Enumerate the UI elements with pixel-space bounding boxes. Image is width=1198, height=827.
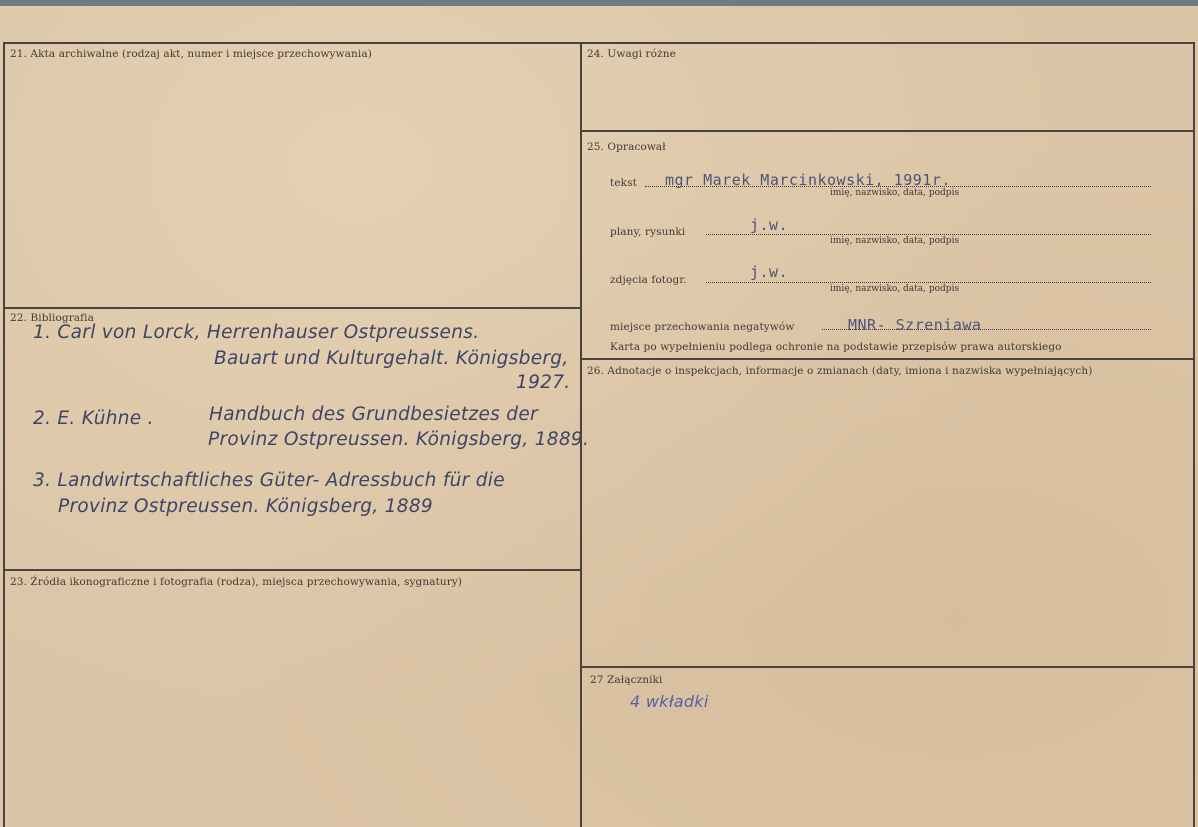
- plans-author-line: [706, 234, 1151, 235]
- bibliography-entry-3-line2: Provinz Ostpreussen. Königsberg, 1889: [58, 496, 433, 517]
- divider-26-27: [580, 666, 1195, 668]
- section-24-label: 24. Uwagi różne: [587, 48, 676, 60]
- bibliography-entry-3-line1: 3. Landwirtschaftliches Güter- Adressbuch für die: [33, 470, 505, 491]
- divider-22-23: [3, 569, 581, 571]
- negatives-value: MNR- Szreniawa: [848, 316, 982, 334]
- photos-author-hint: imię, nazwisko, data, podpis: [830, 284, 960, 294]
- bibliography-entry-1-line2: Bauart und Kulturgehalt. Königsberg,: [214, 348, 569, 369]
- section-26-label: 26. Adnotacje o inspekcjach, informacje o zmianach (daty, imiona i nazwiska wypełniających): [587, 365, 1093, 377]
- photos-author-label: zdjęcia fotogr.: [610, 274, 687, 286]
- text-author-label: tekst: [610, 177, 637, 189]
- text-author-value: mgr Marek Marcinkowski, 1991r.: [665, 171, 951, 189]
- bibliography-entry-2-line2: Provinz Ostpreussen. Königsberg, 1889.: [208, 429, 590, 450]
- divider-21-22: [3, 307, 581, 309]
- plans-author-label: plany, rysunki: [610, 226, 686, 238]
- section-27-label: 27 Załączniki: [590, 674, 663, 686]
- section-22-label: 22. Bibliografia: [10, 312, 94, 324]
- photos-author-line: [706, 282, 1151, 283]
- right-border: [1193, 42, 1195, 827]
- top-border: [3, 42, 1195, 44]
- bibliography-entry-2-line1: Handbuch des Grundbesietzes der: [209, 404, 538, 425]
- top-edge: [0, 0, 1198, 6]
- negatives-label: miejsce przechowania negatywów: [610, 321, 795, 333]
- photos-author-value: j.w.: [750, 263, 789, 281]
- bibliography-entry-2-number: 2. E. Kühne .: [33, 408, 154, 429]
- section-25-label: 25. Opracował: [587, 141, 666, 153]
- left-border: [3, 42, 5, 827]
- divider-24-25: [580, 130, 1195, 132]
- bibliography-entry-1-line3: 1927.: [516, 372, 571, 393]
- divider-25-26: [580, 358, 1195, 360]
- text-author-hint: imię, nazwisko, data, podpis: [830, 188, 960, 198]
- section-21-label: 21. Akta archiwalne (rodzaj akt, numer i miejsce przechowywania): [10, 48, 372, 60]
- plans-author-hint: imię, nazwisko, data, podpis: [830, 236, 960, 246]
- attachments-value: 4 wkładki: [630, 692, 709, 711]
- section-23-label: 23. Źródła ikonograficzne i fotografia (rodza), miejsca przechowywania, sygnatury): [10, 576, 463, 588]
- copyright-note: Karta po wypełnieniu podlega ochronie na podstawie przepisów prawa autorskiego: [610, 341, 1062, 353]
- plans-author-value: j.w.: [750, 216, 789, 234]
- bibliography-entry-1-line1: 1. Carl von Lorck, Herrenhauser Ostpreussens.: [33, 322, 480, 343]
